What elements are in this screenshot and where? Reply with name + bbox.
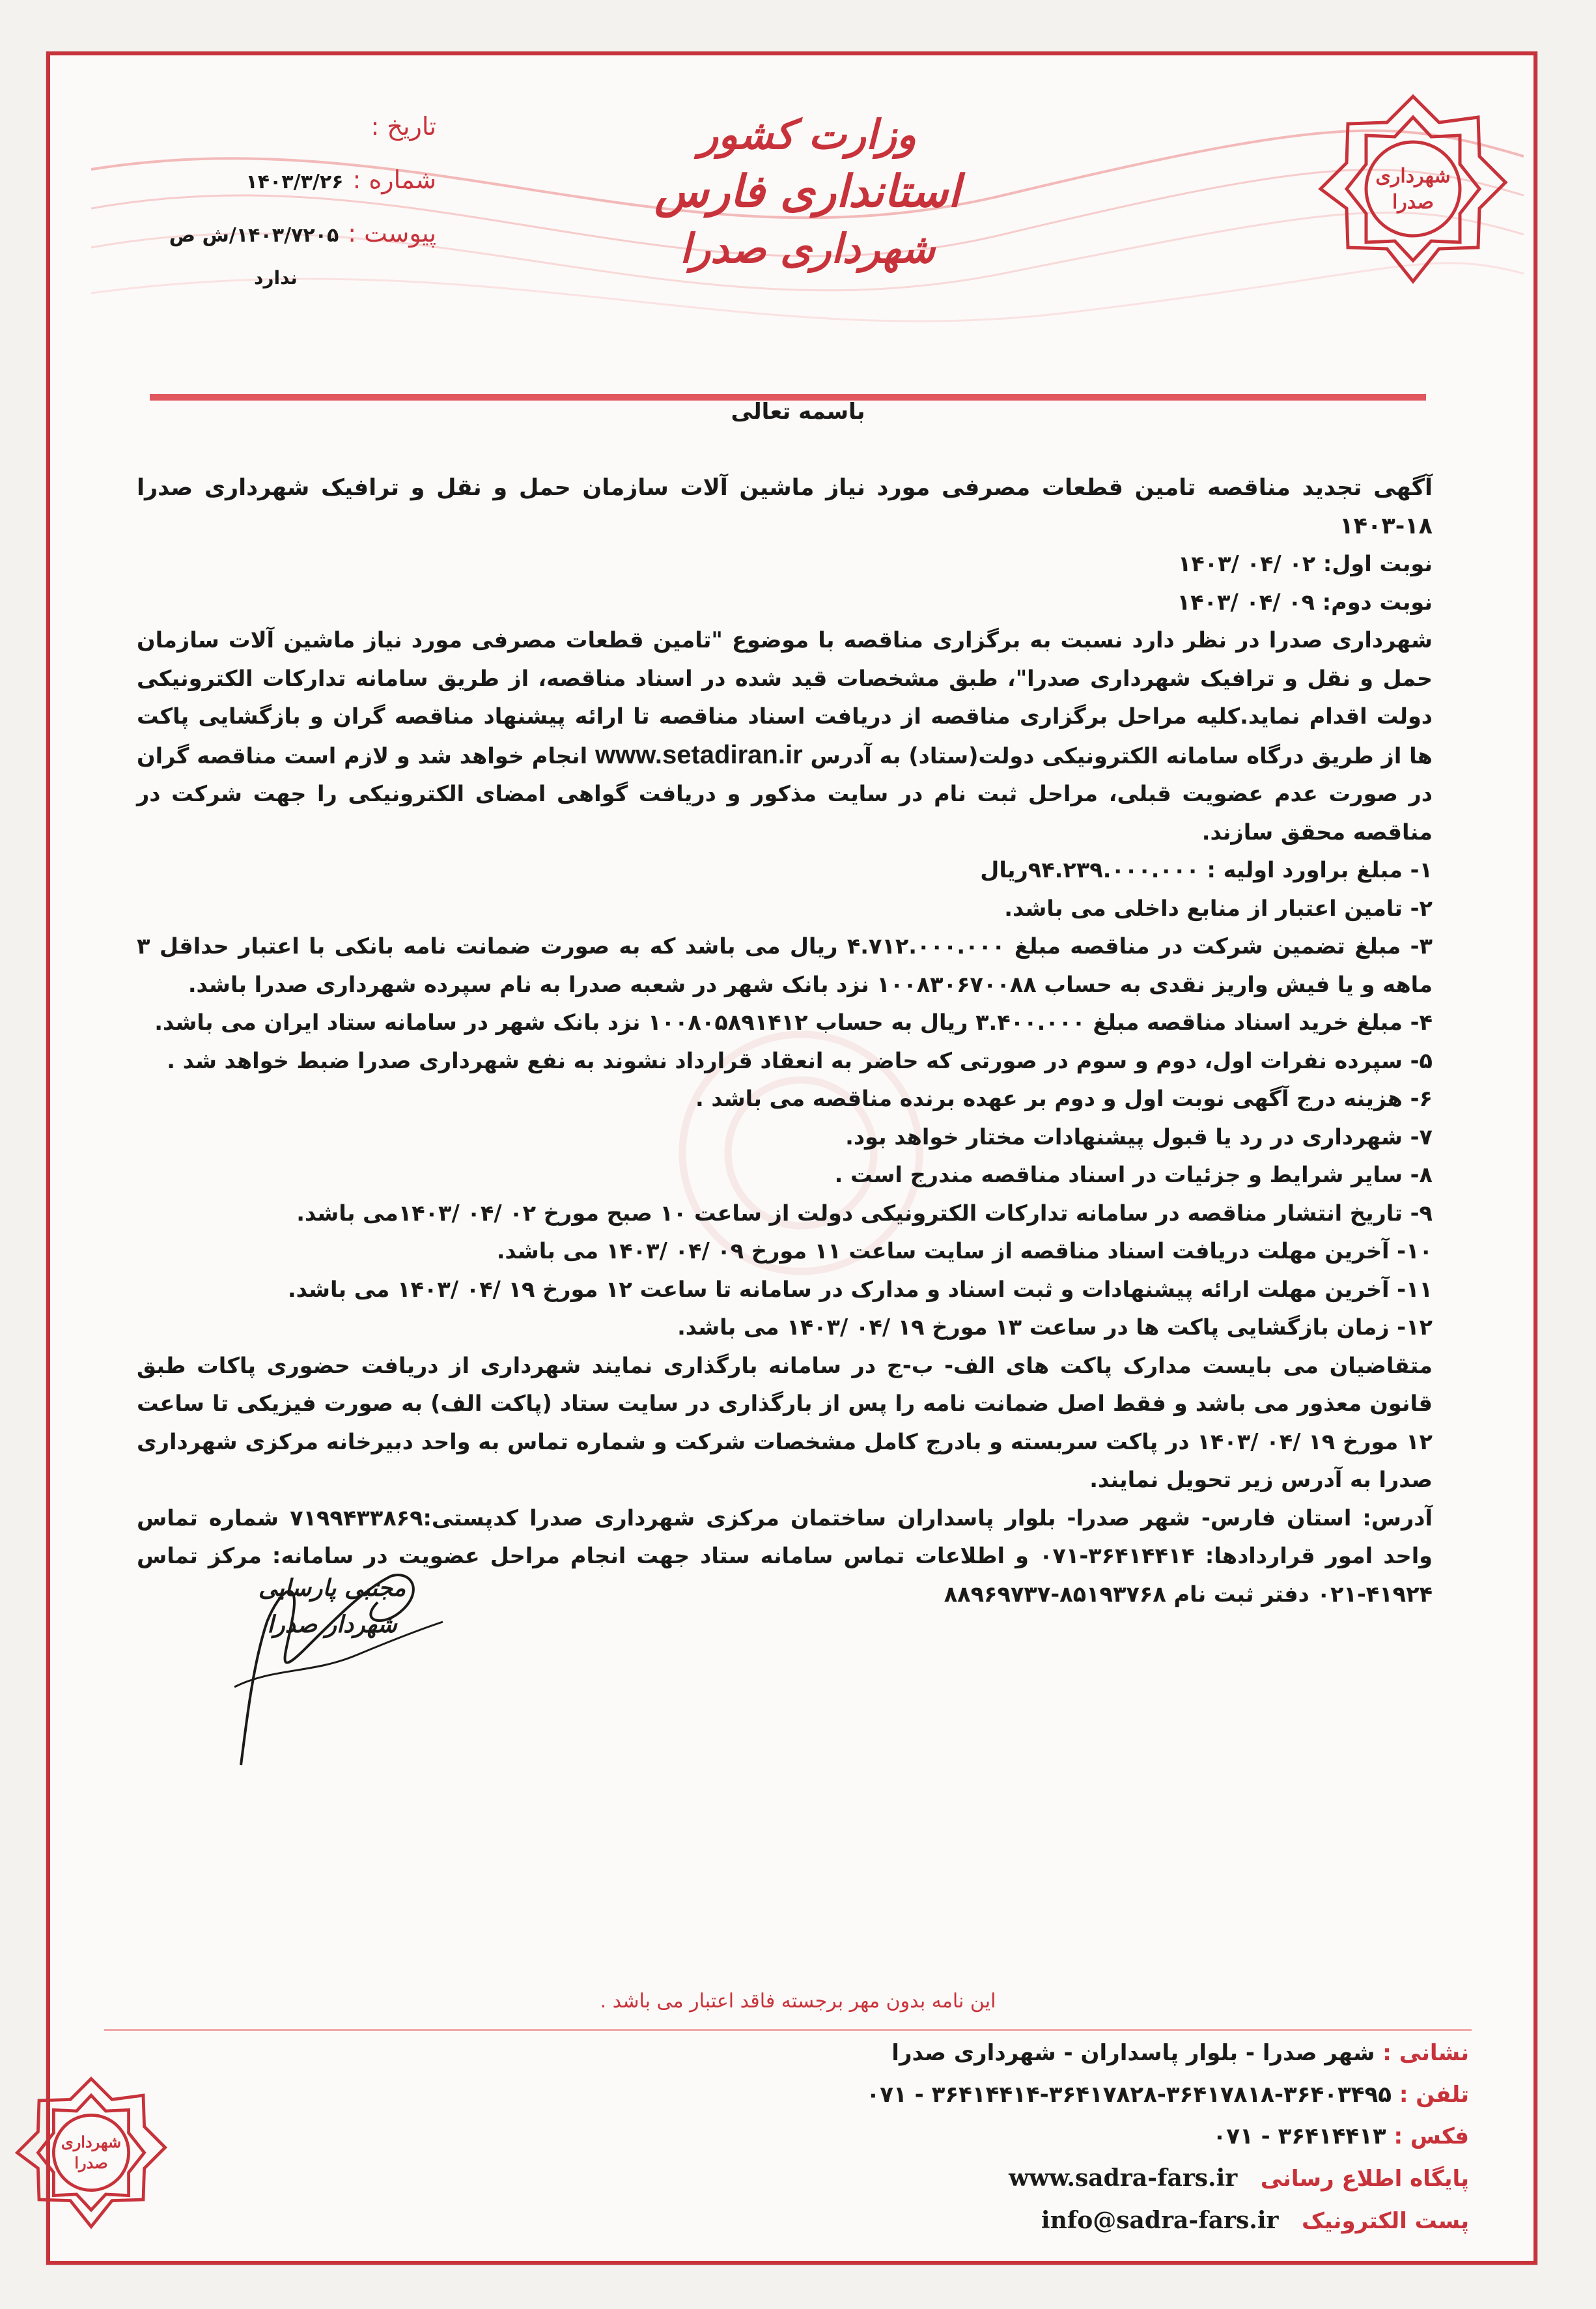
setadiran-link[interactable]: www.setadiran.ir [595, 740, 803, 769]
footer-fax-label: فکس : [1393, 2123, 1469, 2149]
first-round: نوبت اول: ۰۲ /۰۴ /۱۴۰۳ [1177, 551, 1433, 576]
date-label: تاریخ : [371, 112, 436, 141]
footer-website-label: پایگاه اطلاع رسانی [1260, 2166, 1469, 2192]
signatory-name: مجتبی پارسایی [258, 1574, 406, 1602]
conditions-list [137, 851, 1433, 1347]
attachment-label: پیوست : [348, 219, 436, 248]
closing-paragraph: متقاضیان می بایست مدارک پاکت های الف- ب-ج در سامانه بارگذاری نمایند شهرداری از دریافت حضوری پاکات طبق قانون معذور می باشد و فقط اصل ضمانت نامه را پس از بارگذاری در سایت ستاد (پاکت الف) به صورت فیزیکی تا ساعت ۱۲ مورخ ۱۹ /۰۴ /۱۴۰۳ در پاکت سربسته و بادرج کامل مشخصات شرکت و شماره تماس به واحد دبیرخانه مرکزی شهرداری صدرا به آدرس زیر تحویل نمایند. [137, 1352, 1433, 1492]
footer-phone: ۳۶۴۰۳۴۹۵-۳۶۴۱۷۸۱۸-۳۶۴۱۷۸۲۸-۳۶۴۱۴۴۱۴ - ۰۷۱ [866, 2082, 1392, 2108]
municipality-logo [1315, 91, 1511, 287]
letter-meta [169, 112, 436, 272]
svg-text:شهرداری: شهرداری [1375, 165, 1451, 188]
footer-divider [104, 2029, 1472, 2031]
intro-paragraph [137, 621, 1433, 851]
municipality-logo-footer [13, 2075, 169, 2231]
validity-note: این نامه بدون مهر برجسته فاقد اعتبار می باشد . [600, 1990, 996, 2013]
footer-email-label: پست الکترونیک [1301, 2208, 1469, 2234]
basmala: باسمه تعالی [731, 399, 865, 425]
handwritten-signature [195, 1518, 469, 1791]
date-row [202, 112, 436, 165]
signatory-title: شهردار صدرا [267, 1611, 397, 1638]
condition-item: ۷- شهرداری در رد یا قبول پیشنهادات مختار خواهد بود. [845, 1124, 1433, 1150]
condition-item: ۱۲- زمان بازگشایی پاکت ها در ساعت ۱۳ مورخ ۱۹ /۰۴ /۱۴۰۳ می باشد. [677, 1314, 1433, 1340]
condition-item: ۳- مبلغ تضمین شرکت در مناقصه مبلغ ۴.۷۱۲.۰۰۰.۰۰۰ ریال می باشد که به صورت ضمانت نامه بانکی با اعتبار حداقل ۳ ماهه و یا فیش واریز نقدی به حساب ۱۰۰۸۳۰۶۷۰۰۸۸ نزد بانک شهر در شعبه صدرا به نام سپرده شهرداری صدرا باشد. [137, 933, 1433, 997]
footer-email-row [167, 2200, 1469, 2242]
attachment-row [169, 219, 436, 272]
number-row [202, 165, 436, 219]
footer-address-label: نشانی : [1382, 2040, 1469, 2066]
condition-item: ۹- تاریخ انتشار مناقصه در سامانه تدارکات الکترونیکی دولت از ساعت ۱۰ صبح مورخ ۰۲ /۰۴ /۱۴۰۳می باشد. [296, 1200, 1433, 1226]
municipality-name: شهرداری صدرا [680, 225, 935, 273]
number-value: ۱۴۰۳/۳/۲۶ [245, 171, 344, 193]
footer-email-link[interactable]: info@sadra-fars.ir [1041, 2207, 1279, 2234]
svg-text:صدرا: صدرا [74, 2153, 108, 2172]
governorate-name: استانداری فارس [654, 165, 960, 218]
second-round: نوبت دوم: ۰۹ /۰۴ /۱۴۰۳ [1177, 589, 1433, 615]
svg-text:شهرداری: شهرداری [61, 2132, 122, 2151]
signature-block [195, 1518, 469, 1791]
condition-item: ۸- سایر شرایط و جزئیات در اسناد مناقصه مندرج است . [834, 1162, 1433, 1187]
footer-fax-row [167, 2116, 1469, 2157]
attachment-value: ۱۴۰۳/۷۲۰۵/ش ص [169, 224, 339, 247]
footer-website-row [167, 2157, 1469, 2200]
attachment-extra: ندارد [254, 267, 298, 289]
svg-text:صدرا: صدرا [1392, 191, 1435, 214]
condition-item: ۱- مبلغ براورد اولیه : ۹۴.۲۳۹.۰۰۰.۰۰۰ریال [980, 857, 1433, 883]
condition-item: ۶- هزینه درج آگهی نوبت اول و دوم بر عهده برنده مناقصه می باشد . [695, 1086, 1433, 1111]
condition-item: ۱۱- آخرین مهلت ارائه پیشنهادات و ثبت اسناد و مدارک در سامانه تا ساعت ۱۲ مورخ ۱۹ /۰۴ /۱۴۰۳ می باشد. [287, 1276, 1433, 1302]
letterhead-title [638, 107, 977, 276]
footer-phone-label: تلفن : [1399, 2082, 1469, 2108]
condition-item: ۱۰- آخرین مهلت دریافت اسناد مناقصه از سایت ساعت ۱۱ مورخ ۰۹ /۰۴ /۱۴۰۳ می باشد. [496, 1238, 1433, 1264]
signatory [195, 1570, 469, 1643]
footer-phone-row [167, 2074, 1469, 2116]
address-paragraph: آدرس: استان فارس- شهر صدرا- بلوار پاسداران ساختمان مرکزی شهرداری صدرا کدپستی:۷۱۹۹۴۳۳۸۶۹ شماره تماس واحد امور قراردادها: ۳۶۴۱۴۴۱۴-۰۷۱ و اطلاعات تماس سامانه ستاد جهت انجام مراحل عضویت در سامانه: مرکز تماس ۴۱۹۲۴-۰۲۱ دفتر ثبت نام ۸۵۱۹۳۷۶۸-۸۸۹۶۹۷۳۷ [137, 1505, 1433, 1607]
announcement-title: آگهی تجدید مناقصه تامین قطعات مصرفی مورد نیاز ماشین آلات سازمان حمل و نقل و ترافیک شهرداری صدرا ۱۸-۱۴۰۳ [137, 475, 1433, 539]
footer-address: شهر صدرا - بلوار پاسداران - شهرداری صدرا [891, 2040, 1375, 2066]
condition-item: ۵- سپرده نفرات اول، دوم و سوم در صورتی که حاضر به انعقاد قرارداد نشوند به نفع شهرداری صدرا ضبط خواهد شد . [167, 1047, 1433, 1073]
footer-address-row [167, 2032, 1469, 2074]
footer-contact [167, 2032, 1469, 2242]
footer-website-link[interactable]: www.sadra-fars.ir [1009, 2164, 1238, 2192]
condition-item: ۲- تامین اعتبار از منابع داخلی می باشد. [1004, 895, 1433, 921]
ministry-name: وزارت کشور [699, 111, 916, 158]
tender-announcement [137, 469, 1433, 1613]
footer-fax: ۳۶۴۱۴۴۱۳ - ۰۷۱ [1212, 2123, 1386, 2149]
intro-text-2: انجام خواهد شد و لازم است مناقصه گران در صورت عدم عضویت قبلی، مراحل ثبت نام در سایت مذکور و دریافت گواهی امضای الکترونیکی را جهت شرکت در مناقصه محقق سازند. [137, 743, 1433, 845]
intro-text-1: شهرداری صدرا در نظر دارد نسبت به برگزاری مناقصه با موضوع "تامین قطعات مصرفی مورد نیاز ماشین آلات سازمان حمل و نقل و ترافیک شهرداری صدرا"، طبق مشخصات قید شده در اسناد مناقصه، از طریق سامانه تدارکات الکترونیکی دولت اقدام نماید.کلیه مراحل برگزاری مناقصه از دریافت اسناد مناقصه تا ارائه پیشنهاد مناقصه گران و بازگشایی پاکت ها از طریق درگاه سامانه الکترونیکی دولت(ستاد) به آدرس [137, 627, 1433, 769]
number-label: شماره : [352, 165, 436, 194]
condition-item: ۴- مبلغ خرید اسناد مناقصه مبلغ ۳.۴۰۰.۰۰۰ ریال به حساب ۱۰۰۸۰۵۸۹۱۴۱۲ نزد بانک شهر در سامانه ستاد ایران می باشد. [154, 1010, 1433, 1035]
